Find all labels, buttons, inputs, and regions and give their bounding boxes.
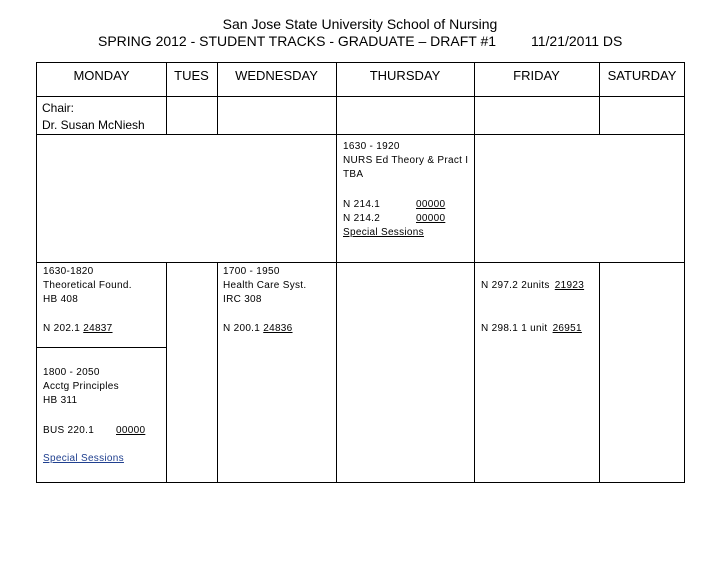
class-code: 26951 — [552, 323, 582, 334]
course-room: HB 408 — [43, 294, 79, 305]
course-units: N 298.1 1 unit — [481, 323, 548, 334]
section-number: N 214.2 — [343, 213, 381, 224]
wednesday-course-block — [223, 265, 306, 307]
day-header-tuesday: TUES — [174, 68, 209, 83]
section-label: N 202.1 — [43, 323, 81, 334]
special-sessions-link[interactable]: Special Sessions — [43, 453, 124, 464]
course-title: Theoretical Found. — [43, 280, 132, 291]
document-title: San Jose State University School of Nursing — [222, 16, 498, 32]
class-code: 21923 — [554, 280, 585, 291]
section-number — [223, 322, 293, 336]
monday-course-block-1 — [43, 265, 132, 307]
document-subtitle: SPRING 2012 - STUDENT TRACKS - GRADUATE – DRAFT #1 — [98, 33, 497, 49]
course-title: Acctg Principles — [43, 381, 119, 392]
course-room: HB 311 — [43, 395, 78, 406]
class-code: 00000 — [416, 199, 446, 210]
course-title: Health Care Syst. — [223, 280, 307, 291]
friday-course-item-2 — [481, 322, 582, 336]
chair-label: Chair: — [42, 101, 75, 115]
special-sessions-link[interactable]: Special Sessions — [343, 227, 424, 238]
class-code: 00000 — [116, 425, 146, 436]
draft-date: 11/21/2011 DS — [531, 33, 623, 49]
day-header-thursday: THURSDAY — [369, 68, 441, 83]
friday-course-item-1 — [481, 279, 584, 293]
course-units: N 297.2 2units — [481, 280, 550, 291]
section-label: N 200.1 — [223, 323, 261, 334]
class-code: 24837 — [83, 323, 113, 334]
section-number — [43, 322, 113, 336]
thursday-course-block — [343, 140, 468, 182]
course-time: 1630-1820 — [43, 266, 94, 277]
class-code: 24836 — [263, 323, 293, 334]
chair-name: Dr. Susan McNiesh — [42, 118, 145, 132]
monday-course-block-2 — [43, 366, 119, 408]
course-room: TBA — [343, 169, 364, 180]
section-number: N 214.1 — [343, 199, 381, 210]
day-header-monday: MONDAY — [73, 68, 130, 83]
day-header-saturday: SATURDAY — [607, 68, 677, 83]
day-header-friday: FRIDAY — [513, 68, 560, 83]
section-number: BUS 220.1 — [43, 425, 95, 436]
course-time: 1800 - 2050 — [43, 367, 100, 378]
course-time: 1630 - 1920 — [343, 141, 400, 152]
course-title: NURS Ed Theory & Pract I — [343, 155, 469, 166]
class-code: 00000 — [416, 213, 446, 224]
day-header-wednesday: WEDNESDAY — [235, 68, 318, 83]
course-room: IRC 308 — [223, 294, 262, 305]
course-time: 1700 - 1950 — [223, 266, 280, 277]
